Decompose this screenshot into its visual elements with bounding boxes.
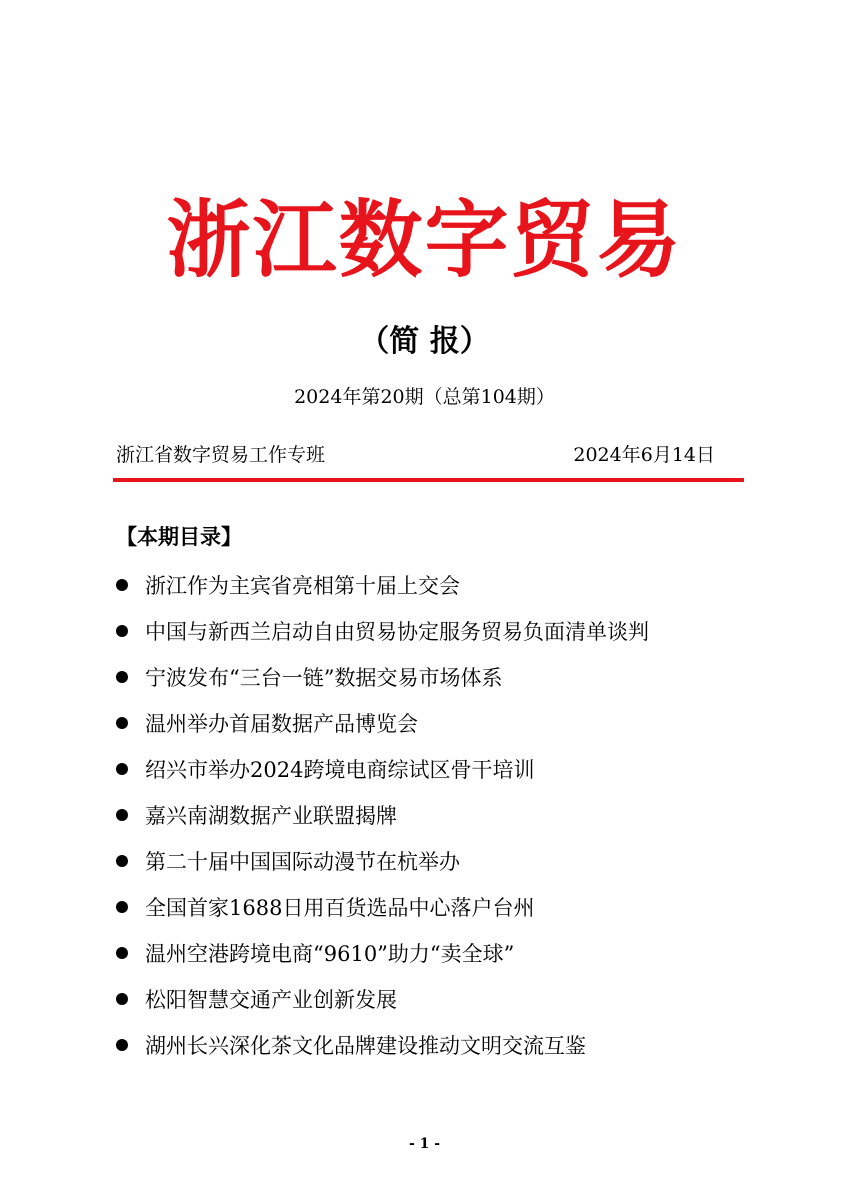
bullet-icon: [116, 763, 128, 775]
bullet-icon: [116, 1039, 128, 1051]
bullet-icon: [116, 579, 128, 591]
bullet-icon: [116, 625, 128, 637]
publisher-name: 浙江省数字贸易工作专班: [116, 444, 326, 466]
red-divider-rule: [113, 478, 744, 482]
toc-item: [116, 792, 776, 838]
toc-list: [116, 562, 776, 1068]
toc-item-text: 温州举办首届数据产品博览会: [145, 712, 418, 736]
toc-heading: 【本期目录】: [116, 525, 242, 549]
bullet-icon: [116, 855, 128, 867]
publication-date: 2024年6月14日: [573, 444, 715, 466]
bullet-icon: [116, 947, 128, 959]
bullet-icon: [116, 717, 128, 729]
toc-item-text: 宁波发布“三台一链”数据交易市场体系: [145, 666, 503, 690]
toc-item-text: 温州空港跨境电商“9610”助力“卖全球”: [145, 942, 515, 966]
toc-item-text: 湖州长兴深化茶文化品牌建设推动文明交流互鉴: [145, 1034, 586, 1058]
toc-item: [116, 838, 776, 884]
bullet-icon: [116, 671, 128, 683]
bullet-icon: [116, 901, 128, 913]
toc-item-text: 全国首家1688日用百货选品中心落户台州: [145, 896, 535, 920]
masthead-title: 浙江数字贸易: [166, 191, 683, 289]
toc-item: [116, 654, 776, 700]
toc-item-text: 第二十届中国国际动漫节在杭举办: [145, 850, 460, 874]
toc-item: [116, 930, 776, 976]
toc-item: [116, 562, 776, 608]
issue-number: 2024年第20期（总第104期）: [294, 386, 555, 408]
toc-item: [116, 1022, 776, 1068]
toc-item: [116, 976, 776, 1022]
toc-item-text: 中国与新西兰启动自由贸易协定服务贸易负面清单谈判: [145, 620, 649, 644]
bullet-icon: [116, 993, 128, 1005]
toc-item: [116, 746, 776, 792]
bulletin-subtitle: （简 报）: [359, 324, 490, 359]
toc-item: [116, 608, 776, 654]
toc-item: [116, 700, 776, 746]
toc-item-text: 浙江作为主宾省亮相第十届上交会: [145, 574, 460, 598]
page-number: - 1 -: [408, 1136, 441, 1152]
toc-item-text: 嘉兴南湖数据产业联盟揭牌: [145, 804, 397, 828]
bullet-icon: [116, 809, 128, 821]
toc-item-text: 松阳智慧交通产业创新发展: [145, 988, 397, 1012]
toc-item: [116, 884, 776, 930]
toc-item-text: 绍兴市举办2024跨境电商综试区骨干培训: [145, 758, 535, 782]
